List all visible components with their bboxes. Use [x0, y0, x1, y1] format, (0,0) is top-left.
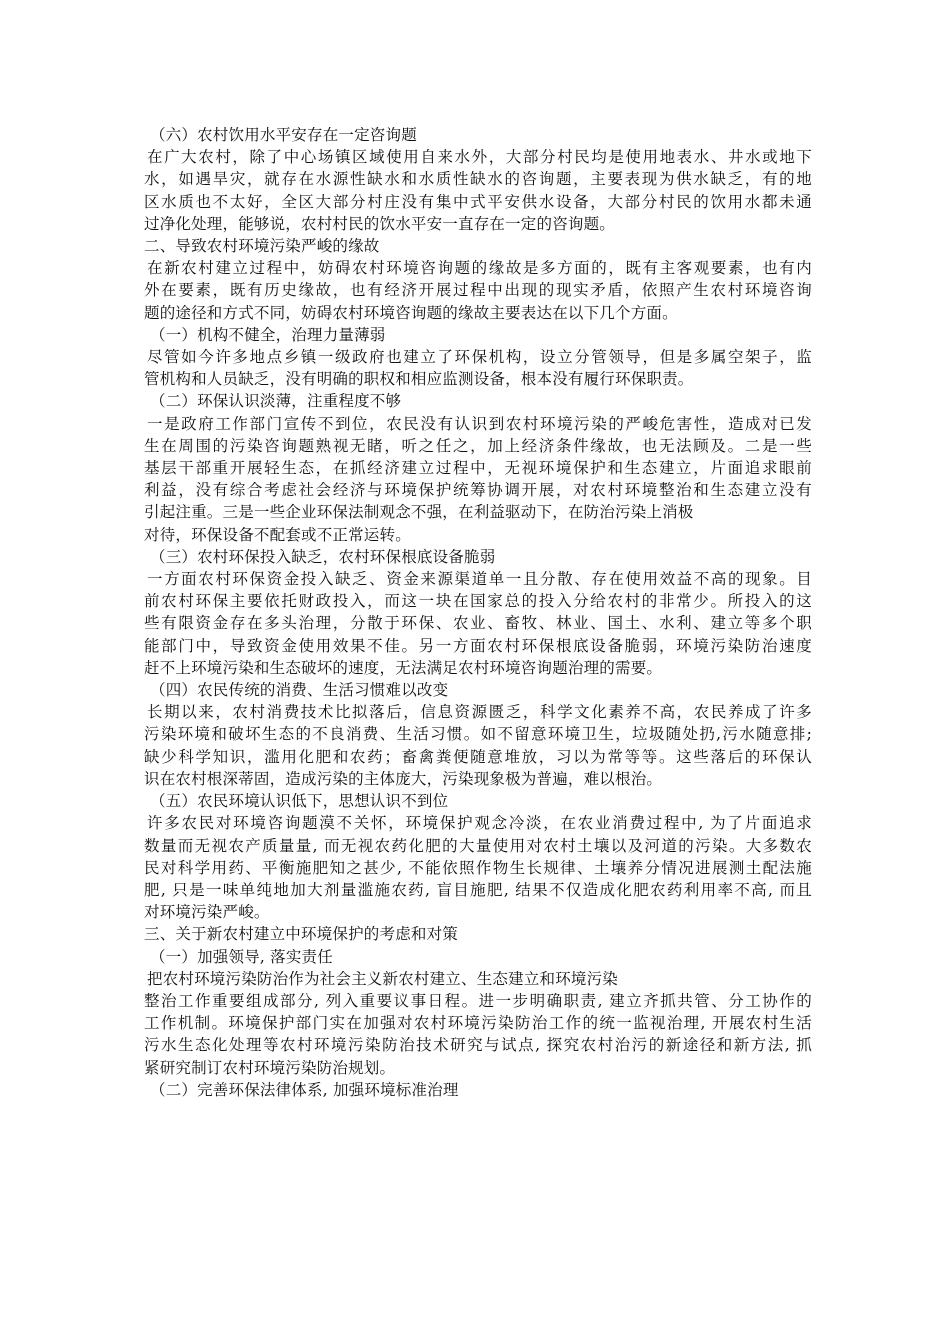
paragraph-first-line: 长期以来，农村消费技术比拟落后，信息资源匮乏，科学文化素养不高，农民养成了许多 — [147, 703, 812, 722]
text-line: 引起注重。三是一些企业环保法制观念不强，在利益驱动下，在防治污染上消极 — [144, 503, 694, 522]
subsection-heading: （一）机构不健全，治理力量薄弱 — [150, 325, 386, 344]
subsection-heading: （二）完善环保法律体系, 加强环境标准治理 — [150, 1080, 459, 1099]
paragraph-first-line: 一是政府工作部门宣传不到位，农民没有认识到农村环境污染的严峻危害性，造成对已发 — [147, 414, 812, 433]
paragraph-first-line: 一方面农村环保资金投入缺乏、资金来源渠道单一且分散、存在使用效益不高的现象。目 — [147, 570, 812, 589]
text-line: 水，如遇旱灾，就存在水源性缺水和水质性缺水的咨询题，主要表现为供水缺乏，有的地 — [144, 170, 812, 189]
text-line: 外在要素，既有历史缘故，也有经济开展过程中出现的现实矛盾，依照产生农村环境咨询 — [144, 281, 812, 300]
subsection-heading: （二）环保认识淡薄，注重程度不够 — [150, 392, 402, 411]
text-line: 区水质也不太好，全区大部分村庄没有集中式平安供水设备，大部分村民的饮用水都未通 — [144, 192, 812, 211]
text-line: 识在农村根深蒂固，造成污染的主体庞大，污染现象极为普遍，难以根治。 — [144, 769, 663, 788]
text-line: 过净化处理，能够说，农村村民的饮水平安一直存在一定的咨询题。 — [144, 214, 616, 233]
text-line: 对环境污染严峻。 — [144, 903, 270, 922]
text-line: 生在周围的污染咨询题熟视无睹，听之任之，加上经济条件缘故，也无法顾及。二是一些 — [144, 436, 812, 455]
paragraph-first-line: 把农村环境污染防治作为社会主义新农村建立、生态建立和环境污染 — [147, 969, 619, 988]
text-line: 基层干部重开展轻生态，在抓经济建立过程中，无视环境保护和生态建立，片面追求眼前 — [144, 459, 812, 478]
text-line: 污水生态化处理等农村环境污染防治技术研究与试点, 探究农村治污的新途径和新方法, 抓 — [144, 1036, 812, 1055]
text-line: 数量而无视农产质量量, 而无视农药化肥的大量使用对农村土壤以及河道的污染。大多数农 — [144, 836, 812, 855]
text-line: 前农村环保主要依托财政投入，而这一块在国家总的投入分给农村的非常少。所投入的这 — [144, 592, 812, 611]
document-body — [144, 124, 812, 1101]
text-line: 民对科学用药、平衡施肥知之甚少, 不能依照作物生长规律、土壤养分情况进展测土配法施 — [144, 858, 812, 877]
text-line: 能部门中，导致资金使用效果不佳。另一方面农村环保根底设备脆弱，环境污染防治速度 — [144, 636, 812, 655]
text-line: 紧研究制订农村环境污染防治规划。 — [144, 1058, 396, 1077]
text-line: 肥, 只是一味单纯地加大剂量滥施农药, 盲目施肥, 结果不仅造成化肥农药利用率不高, 而且 — [144, 880, 812, 899]
section-heading: 二、导致农村环境污染严峻的缘故 — [144, 237, 380, 256]
subsection-heading: （一）加强领导, 落实责任 — [150, 947, 333, 966]
subsection-heading: （四）农民传统的消费、生活习惯难以改变 — [150, 681, 449, 700]
subsection-heading: （三）农村环保投入缺乏，农村环保根底设备脆弱 — [150, 547, 496, 566]
text-line: 缺少科学知识，滥用化肥和农药；畜禽粪便随意堆放，习以为常等等。这些落后的环保认 — [144, 747, 812, 766]
text-line: 整治工作重要组成部分, 列入重要议事日程。进一步明确职责, 建立齐抓共管、分工协作的 — [144, 991, 812, 1010]
text-line: 工作机制。环境保护部门实在加强对农村环境污染防治工作的统一监视治理, 开展农村生活 — [144, 1014, 812, 1033]
text-line: 题的途径和方式不同，妨碍农村环境咨询题的缘故主要表达在以下几个方面。 — [144, 303, 678, 322]
subsection-heading: （五）农民环境认识低下，思想认识不到位 — [150, 792, 449, 811]
text-line: 污染环境和破坏生态的不良消费、生活习惯。如不留意环境卫生，垃圾随处扔,污水随意排; — [144, 725, 812, 744]
paragraph-first-line: 尽管如今许多地点乡镇一级政府也建立了环保机构，设立分管领导，但是多属空架子，监 — [147, 348, 812, 367]
text-line: 利益，没有综合考虑社会经济与环境保护统筹协调开展，对农村环境整治和生态建立没有 — [144, 481, 812, 500]
paragraph-first-line: 在新农村建立过程中，妨碍农村环境咨询题的缘故是多方面的，既有主客观要素，也有内 — [147, 259, 812, 278]
text-line: 对待，环保设备不配套或不正常运转。 — [144, 525, 411, 544]
text-line: 些有限资金存在多头治理，分散于环保、农业、畜牧、林业、国土、水利、建立等多个职 — [144, 614, 812, 633]
paragraph-first-line: 在广大农村，除了中心场镇区域使用自来水外，大部分村民均是使用地表水、井水或地下 — [147, 148, 812, 167]
section-heading: 三、关于新农村建立中环境保护的考虑和对策 — [144, 925, 459, 944]
text-line: 赶不上环境污染和生态破坏的速度，无法满足农村环境咨询题治理的需要。 — [144, 658, 663, 677]
text-line: 管机构和人员缺乏，没有明确的职权和相应监测设备，根本没有履行环保职责。 — [144, 370, 694, 389]
subsection-heading: （六）农村饮用水平安存在一定咨询题 — [150, 126, 417, 144]
paragraph-first-line: 许多农民对环境咨询题漠不关怀，环境保护观念冷淡，在农业消费过程中, 为了片面追求 — [147, 814, 812, 833]
